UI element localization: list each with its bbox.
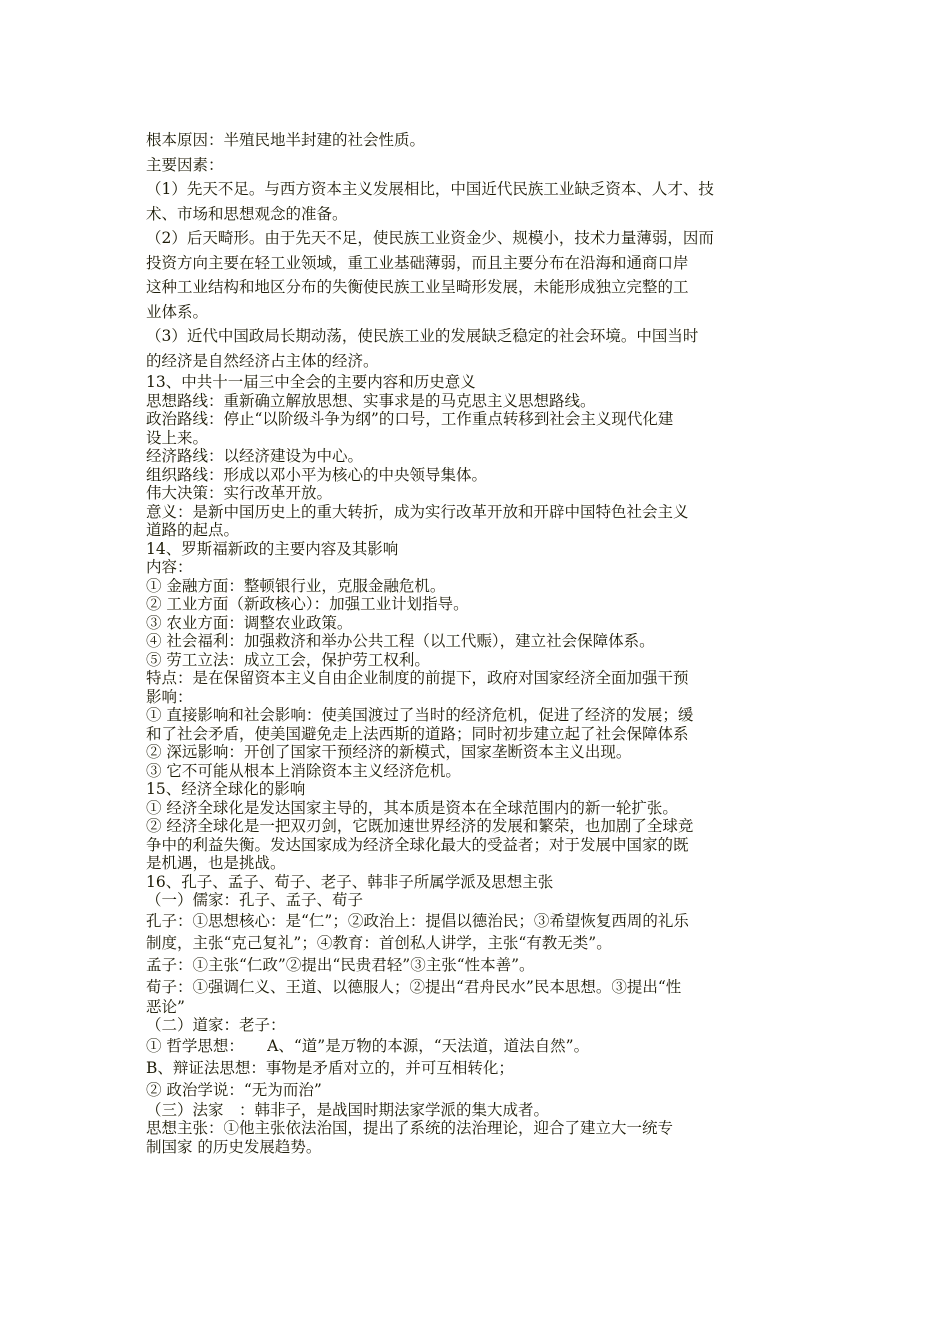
text-line: （3）近代中国政局长期动荡，使民族工业的发展缺乏稳定的社会环境。中国当时	[146, 327, 699, 345]
text-line: 经济路线：以经济建设为中心。	[146, 447, 364, 465]
text-line: （一）儒家：孔子、孟子、荀子	[146, 891, 364, 909]
text-line: 恶论”	[146, 997, 185, 1016]
text-line: 主要因素：	[146, 155, 224, 174]
text-line: 根本原因：半殖民地半封建的社会性质。	[146, 131, 426, 149]
text-line: （2）后天畸形。由于先天不足，使民族工业资金少、规模小，技术力量薄弱，因而	[146, 229, 714, 247]
section-heading-14: 14、罗斯福新政的主要内容及其影响	[146, 539, 399, 558]
text-line: ① 金融方面：整顿银行业，克服金融危机。	[146, 576, 446, 595]
text-line: 内容：	[146, 558, 193, 576]
text-line: 组织路线：形成以邓小平为核心的中央领导集体。	[146, 465, 488, 484]
text-line: B、辩证法思想：事物是矛盾对立的，并可互相转化；	[146, 1058, 514, 1077]
text-line: ② 政治学说：“无为而治”	[146, 1080, 322, 1099]
text-line: 和了社会矛盾，使美国避免走上法西斯的道路；同时初步建立起了社会保障体系	[146, 724, 689, 743]
document-page	[146, 128, 816, 1156]
section-heading-16: 16、孔子、孟子、荀子、老子、韩非子所属学派及思想主张	[146, 872, 554, 891]
section-heading-15: 15、经济全球化的影响	[146, 780, 306, 798]
text-line: ② 经济全球化是一把双刃剑，它既加速世界经济的发展和繁荣，也加剧了全球竞	[146, 817, 694, 835]
text-line: （二）道家：老子：	[146, 1016, 286, 1034]
text-line: ③ 农业方面：调整农业政策。	[146, 613, 353, 632]
text-line: ① 经济全球化是发达国家主导的，其本质是资本在全球范围内的新一轮扩张。	[146, 798, 678, 817]
text-line: 思想主张：①他主张依法治国，提出了系统的法治理论，迎合了建立大一统专	[146, 1119, 674, 1137]
text-line: 争中的利益失衡。发达国家成为经济全球化最大的受益者；对于发展中国家的既	[146, 835, 689, 854]
text-line: （1）先天不足。与西方资本主义发展相比，中国近代民族工业缺乏资本、人才、技	[146, 180, 714, 198]
text-line: 意义：是新中国历史上的重大转折，成为实行改革开放和开辟中国特色社会主义	[146, 502, 689, 521]
text-line: 特点：是在保留资本主义自由企业制度的前提下，政府对国家经济全面加强干预	[146, 669, 689, 687]
text-line: 伟大决策：实行改革开放。	[146, 484, 333, 502]
text-line: ⑤ 劳工立法：成立工会，保护劳工权利。	[146, 650, 430, 669]
text-line: ① 哲学思想： A、“道”是万物的本源，“天法道，道法自然”。	[146, 1036, 590, 1055]
text-line: 荀子：①强调仁义、王道、以德服人；②提出“君舟民水”民本思想。③提出“性	[146, 977, 682, 996]
text-line: ② 深远影响：开创了国家干预经济的新模式，国家垄断资本主义出现。	[146, 743, 632, 761]
section-heading-13: 13、中共十一届三中全会的主要内容和历史意义	[146, 373, 476, 391]
text-line: 影响：	[146, 687, 193, 706]
text-line: ④ 社会福利：加强救济和举办公共工程（以工代赈），建立社会保障体系。	[146, 632, 655, 650]
text-line: 道路的起点。	[146, 521, 240, 539]
text-line: 孟子：①主张“仁政”②提出“民贵君轻”③主张“性本善”。	[146, 955, 535, 974]
text-line: 投资方向主要在轻工业领域，重工业基础薄弱，而且主要分布在沿海和通商口岸	[146, 253, 689, 272]
text-line: 业体系。	[146, 302, 209, 321]
text-line: 术、市场和思想观念的准备。	[146, 204, 348, 223]
text-line: （三）法家 ：韩非子，是战国时期法家学派的集大成者。	[146, 1100, 550, 1119]
text-line: 制国家 的历史发展趋势。	[146, 1137, 322, 1156]
text-line: 是机遇，也是挑战。	[146, 854, 286, 872]
text-line: 政治路线：停止“以阶级斗争为纲”的口号，工作重点转移到社会主义现代化建	[146, 410, 674, 428]
text-line: 设上来。	[146, 428, 209, 447]
text-line: 思想路线：重新确立解放思想、实事求是的马克思主义思想路线。	[146, 391, 596, 410]
text-line: ① 直接影响和社会影响：使美国渡过了当时的经济危机，促进了经济的发展；缓	[146, 706, 694, 724]
text-line: ③ 它不可能从根本上消除资本主义经济危机。	[146, 761, 461, 780]
text-line: 的经济是自然经济占主体的经济。	[146, 351, 379, 370]
text-line: 这种工业结构和地区分布的失衡使民族工业呈畸形发展，未能形成独立完整的工	[146, 278, 689, 296]
text-line: 制度，主张“克己复礼”；④教育：首创私人讲学，主张“有教无类”。	[146, 933, 612, 952]
text-line: 孔子：①思想核心：是“仁”；②政治上：提倡以德治民；③希望恢复西周的礼乐	[146, 911, 689, 930]
text-line: ② 工业方面（新政核心）：加强工业计划指导。	[146, 595, 469, 613]
